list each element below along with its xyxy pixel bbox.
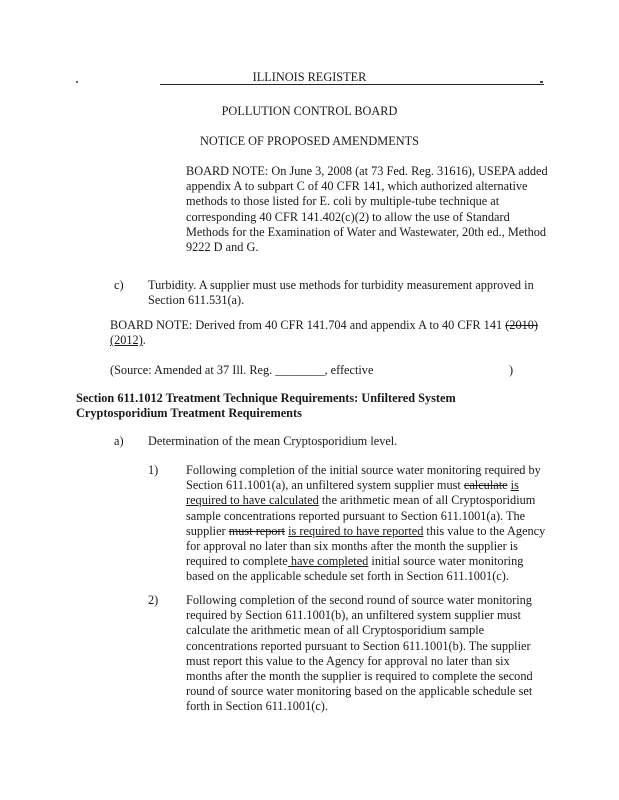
inserted-text: is required to have reported bbox=[288, 523, 424, 538]
header-rule bbox=[160, 84, 544, 85]
board-note-text: . bbox=[142, 333, 146, 348]
turbidity-paragraph: Turbidity. A supplier must use methods for turbidity measurement approved in Section 611.531(a). bbox=[148, 278, 534, 308]
inserted-text: have completed bbox=[287, 554, 369, 569]
body-text: Following completion of the initial source water monitoring required by Section 611.1001(a), an unfiltered system supplier must bbox=[186, 463, 541, 493]
notice-title: NOTICE OF PROPOSED AMENDMENTS bbox=[200, 134, 419, 148]
item-2-paragraph: Following completion of the second round of source water monitoring required by Section 611.1001(b), an unfiltered system supplier must calculate the arithmetic mean of all Cryptosporidium sample concentrations reported pursuant to Section 611.1001(b). The supplier must report this value to the Agency for approval no later than six months after the month the supplier is required to complete the second round of source water monitoring based on the applicable schedule set forth in Section 611.1001(c). bbox=[186, 593, 533, 714]
item-a-text: Determination of the mean Cryptosporidium level. bbox=[148, 434, 398, 448]
scan-mark bbox=[540, 81, 543, 83]
source-close: ) bbox=[509, 363, 514, 377]
item-label: 2) bbox=[148, 593, 159, 607]
deleted-text: calculate bbox=[463, 478, 508, 493]
board-note-derived bbox=[110, 318, 550, 348]
item-label: c) bbox=[114, 278, 124, 292]
body-text: this value to the Agency for approval no later than six months after the month the supplier is required to complete bbox=[186, 523, 546, 569]
body-text: initial source water monitoring based on the applicable schedule set forth in Section 611.1001(c). bbox=[186, 554, 524, 584]
board-title: POLLUTION CONTROL BOARD bbox=[221, 104, 398, 118]
item-1-paragraph bbox=[186, 463, 548, 585]
register-title: ILLINOIS REGISTER bbox=[252, 70, 367, 84]
inserted-text: (2012) bbox=[110, 333, 143, 348]
board-note-text: BOARD NOTE: Derived from 40 CFR 141.704 and appendix A to 40 CFR 141 bbox=[110, 318, 506, 332]
item-label: a) bbox=[114, 434, 124, 448]
source-line: (Source: Amended at 37 Ill. Reg. ________, effective bbox=[110, 363, 374, 377]
deleted-text: must report bbox=[228, 523, 286, 538]
item-label: 1) bbox=[148, 463, 159, 477]
section-title: Section 611.1012 Treatment Technique Requirements: Unfiltered System Cryptosporidium Treatment Requirements bbox=[76, 391, 456, 421]
board-note-paragraph: BOARD NOTE: On June 3, 2008 (at 73 Fed. Reg. 31616), USEPA added appendix A to subpart C of 40 CFR 141, which authorized alternative methods to those listed for E. coli by multiple-tube technique at corresponding 40 CFR 141.402(c)(2) to allow the use of Standard Methods for the Examination of Water and Wastewater, 20th ed., Method 9222 D and G. bbox=[186, 164, 548, 255]
inserted-text: is required to have calculated bbox=[186, 478, 519, 508]
deleted-text: (2010) bbox=[505, 318, 538, 332]
body-text: the arithmetic mean of all Cryptosporidium sample concentrations reported pursuant to Section 611.1001(a). The supplier bbox=[186, 493, 536, 538]
